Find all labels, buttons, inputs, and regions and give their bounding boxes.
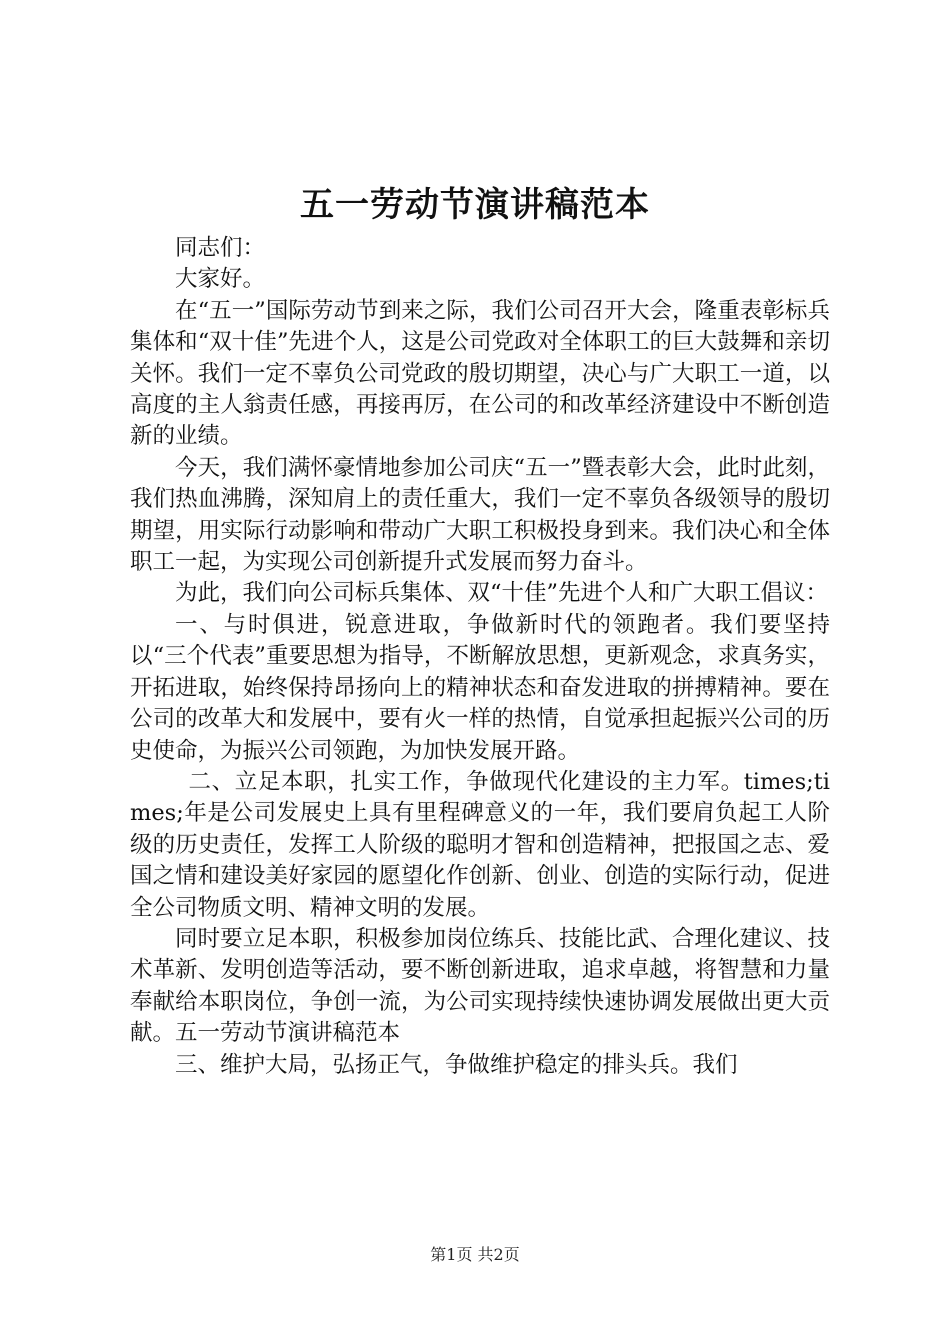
- paragraph-point-one: 一、与时俱进，锐意进取，争做新时代的领跑者。我们要坚持以“三个代表”重要思想为指导，不断解放思想，更新观念，求真务实，开拓进取，始终保持昂扬向上的精神状态和奋发进取的拼搏精神。要在公司的改革大和发展中，要有火一样的热情，自觉承担起振兴公司的历史使命，为振兴公司领跑，为加快发展开路。: [130, 611, 830, 764]
- document-title: 五一劳动节演讲稿范本: [300, 185, 650, 225]
- document-body: [130, 233, 830, 1081]
- paragraph-greeting: 大家好。: [175, 266, 266, 293]
- page-footer: 第1页 共2页: [430, 1245, 520, 1264]
- paragraph-point-three: 三、维护大局，弘扬正气，争做维护稳定的排头兵。我们: [175, 1051, 738, 1078]
- paragraph-intro: 在“五一”国际劳动节到来之际，我们公司召开大会，隆重表彰标兵集体和“双十佳”先进个人，这是公司党政对全体职工的巨大鼓舞和亲切关怀。我们一定不辜负公司党政的殷切期望，决心与广大职工一道，以高度的主人翁责任感，再接再厉，在公司的和改革经济建设中不断创造新的业绩。: [130, 297, 830, 450]
- paragraph-salutation: 同志们：: [175, 235, 266, 261]
- paragraph-today: 今天，我们满怀豪情地参加公司庆“五一”暨表彰大会，此时此刻，我们热血沸腾，深知肩上的责任重大，我们一定不辜负各级领导的殷切期望，用实际行动影响和带动广大职工积极投身到来。我们决心和全体职工一起，为实现公司创新提升式发展而努力奋斗。: [130, 454, 830, 576]
- paragraph-point-two: 二、立足本职，扎实工作，争做现代化建设的主力军。times;times;年是公司发展史上具有里程碑意义的一年，我们要肩负起工人阶级的历史责任，发挥工人阶级的聪明才智和创造精神，把报国之志、爱国之情和建设美好家园的愿望化作创新、创业、创造的实际行动，促进全公司物质文明、精神文明的发展。: [130, 768, 830, 921]
- paragraph-proposal: 为此，我们向公司标兵集体、双“十佳”先进个人和广大职工倡议：: [175, 580, 829, 607]
- paragraph-meanwhile: 同时要立足本职，积极参加岗位练兵、技能比武、合理化建议、技术革新、发明创造等活动，要不断创新进取，追求卓越，将智慧和力量奉献给本职岗位，争创一流，为公司实现持续快速协调发展做出更大贡献。五一劳动节演讲稿范本: [130, 925, 830, 1047]
